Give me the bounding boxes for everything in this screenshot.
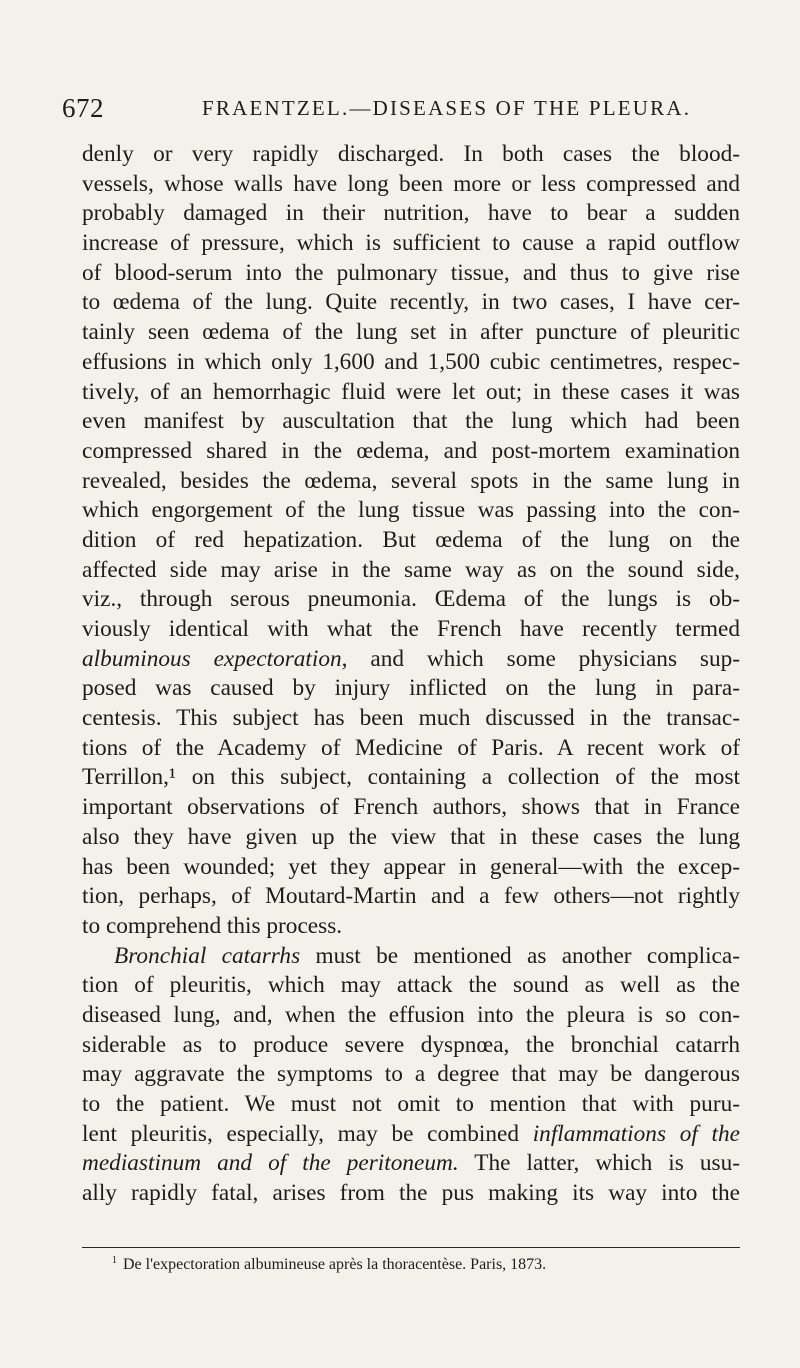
text-line: increase of pressure, which is sufficient to cause a rapid outflow [82, 230, 740, 257]
text-line: tion of pleuritis, which may attack the sound as well as the [82, 972, 740, 999]
text-line: mediastinum and of the peritoneum. The latter, which is usu- [82, 1150, 741, 1177]
text-line: dition of red hepatization. But œdema of the lung on the [82, 526, 740, 553]
text-line: which engorgement of the lung tissue was passing into the con- [82, 497, 740, 524]
running-head: FRAENTZEL.—DISEASES OF THE PLEURA. [202, 96, 692, 120]
text-line: ally rapidly fatal, arises from the pus making its way into the [82, 1180, 740, 1207]
text-line: important observations of French authors, shows that in France [82, 794, 740, 821]
text-line: affected side may arise in the same way as on the sound side, [82, 556, 740, 583]
text-line: posed was caused by injury inflicted on the lung in para- [82, 675, 740, 702]
text-line: probably damaged in their nutrition, have to bear a sudden [82, 200, 740, 227]
text-line: viously identical with what the French have recently termed [82, 616, 740, 642]
text-line: has been wounded; yet they appear in general—with the excep- [82, 853, 740, 880]
text-line: centesis. This subject has been much discussed in the transac- [82, 705, 740, 732]
text-line: even manifest by auscultation that the lung which had been [82, 408, 740, 435]
text-line: to comprehend this process. [82, 912, 343, 939]
text-line: tion, perhaps, of Moutard-Martin and a few others—not rightly [82, 883, 740, 910]
text-line: denly or very rapidly discharged. In both cases the blood- [82, 141, 740, 167]
footnote-text: De l'expectoration albumineuse après la thoracentèse. Paris, 1873. [123, 1256, 547, 1273]
body-text [82, 140, 740, 1209]
italic-phrase: Bronchial catarrhs [114, 942, 301, 969]
italic-phrase: albuminous expectoration [82, 645, 342, 672]
text-line: tions of the Academy of Medicine of Paris. A recent work of [82, 734, 740, 761]
italic-phrase: inflammations of the [532, 1120, 740, 1147]
text-line: compressed shared in the œdema, and post-mortem examination [82, 437, 740, 464]
text-line: diseased lung, and, when the effusion into the pleura is so con- [82, 1001, 740, 1028]
text-line: tainly seen œdema of the lung set in after puncture of pleuritic [82, 319, 740, 346]
text-line: siderable as to produce severe dyspnœa, the bronchial catarrh [82, 1031, 740, 1058]
page-number: 672 [62, 93, 104, 123]
text-line: lent pleuritis, especially, may be combined inflammations of the [82, 1120, 740, 1147]
text-line-albuminous-expectoration: albuminous expectoration, and which some physicians sup- [82, 645, 740, 672]
italic-phrase: mediastinum and of the peritoneum. [82, 1150, 459, 1177]
text-line: also they have given up the view that in these cases the lung [82, 823, 740, 850]
text-line: effusions in which only 1,600 and 1,500 cubic centimetres, respec- [82, 348, 740, 375]
text-line-bronchial-catarrhs: Bronchial catarrhs must be mentioned as another complica- [114, 942, 740, 969]
text-line: of blood-serum into the pulmonary tissue, and thus to give rise [82, 259, 740, 286]
footnote-divider [82, 1247, 740, 1248]
text-line: revealed, besides the œdema, several spots in the same lung in [82, 467, 740, 494]
text-line: may aggravate the symptoms to a degree that may be dangerous [82, 1061, 740, 1088]
footnote [112, 1255, 546, 1274]
text-line: viz., through serous pneumonia. Œdema of the lungs is ob- [82, 586, 740, 613]
text-line: tively, of an hemorrhagic fluid were let out; in these cases it was [82, 378, 740, 405]
text-line: to œdema of the lung. Quite recently, in two cases, I have cer- [82, 289, 740, 316]
text-line: to the patient. We must not omit to mention that with puru- [82, 1091, 740, 1117]
text-line: vessels, whose walls have long been more or less compressed and [82, 170, 740, 197]
text-line: Terrillon,¹ on this subject, containing a collection of the most [82, 764, 740, 791]
page-header [62, 93, 742, 133]
footnote-marker: 1 [112, 1255, 117, 1266]
